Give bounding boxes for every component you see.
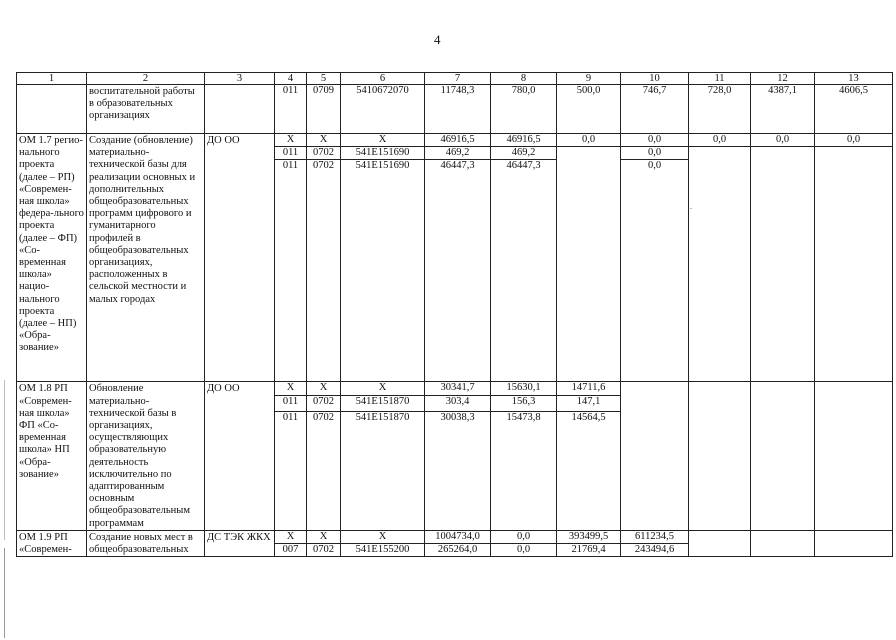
value-cell: 0702 [307, 544, 341, 557]
measure-description: воспитательной работы в образовательных организациях [87, 85, 205, 134]
table-row [17, 382, 893, 396]
value-cell: 611234,5 [621, 530, 689, 543]
measure-cell [17, 85, 87, 134]
value-cell: 541E151690 [341, 147, 425, 160]
executor-cell: ДО ОО [205, 134, 275, 382]
value-cell: 0,0 [689, 134, 751, 147]
value-cell: Х [341, 134, 425, 147]
value-cell: 0,0 [621, 160, 689, 382]
value-cell: 303,4 [425, 396, 491, 412]
value-cell: Х [341, 382, 425, 396]
value-cell: 541E151870 [341, 411, 425, 530]
value-cell: 243494,6 [621, 544, 689, 557]
value-cell: 0709 [307, 85, 341, 134]
header-cell: 3 [205, 73, 275, 85]
value-cell: 265264,0 [425, 544, 491, 557]
value-cell: 0702 [307, 147, 341, 160]
value-cell: 14564,5 [557, 411, 621, 530]
measure-description: Создание (обновление) материально-технической базы для реализации основных и дополнительных общеобразовательных программ цифрового и гуманитарного профилей в общеобразовательных организациях, расположенных в сельской местности и малых городах [87, 134, 205, 382]
value-cell: 541E151870 [341, 396, 425, 412]
value-cell: Х [275, 134, 307, 147]
header-cell: 12 [751, 73, 815, 85]
budget-table [16, 72, 893, 557]
value-cell: Х [341, 530, 425, 543]
value-cell [815, 382, 893, 530]
header-cell: 6 [341, 73, 425, 85]
value-cell: 541E151690 [341, 160, 425, 382]
value-cell: 0,0 [751, 134, 815, 147]
executor-cell [205, 85, 275, 134]
value-cell: 0,0 [491, 530, 557, 543]
header-cell: 9 [557, 73, 621, 85]
measure-code: ОМ 1.8 РП «Современ-ная школа» ФП «Со-временная школа» НП «Обра-зование» [17, 382, 87, 530]
value-cell: 007 [275, 544, 307, 557]
value-cell [815, 147, 893, 382]
value-cell: 15630,1 [491, 382, 557, 396]
value-cell: 46447,3 [491, 160, 557, 382]
table-row [17, 134, 893, 147]
value-cell: 156,3 [491, 396, 557, 412]
value-cell [689, 530, 751, 556]
value-cell: 011 [275, 85, 307, 134]
left-margin-mark [4, 548, 5, 638]
value-cell: 0702 [307, 160, 341, 382]
value-cell: Х [307, 382, 341, 396]
value-cell: 21769,4 [557, 544, 621, 557]
value-cell: 0,0 [815, 134, 893, 147]
value-cell: 46916,5 [425, 134, 491, 147]
header-row [17, 73, 893, 85]
value-cell [621, 382, 689, 530]
value-cell [751, 382, 815, 530]
value-cell: 469,2 [491, 147, 557, 160]
measure-code: ОМ 1.9 РП «Современ- [17, 530, 87, 556]
value-cell: 46447,3 [425, 160, 491, 382]
value-cell [751, 147, 815, 382]
header-cell: 8 [491, 73, 557, 85]
value-cell: 011 [275, 147, 307, 160]
value-cell: 746,7 [621, 85, 689, 134]
measure-description: Обновление материально-технической базы в организациях, осуществляющих образовательную деятельность исключительно по адаптированным основным общеобразовательным программам [87, 382, 205, 530]
value-cell: 011 [275, 160, 307, 382]
value-cell: 728,0 [689, 85, 751, 134]
value-cell: 4606,5 [815, 85, 893, 134]
value-cell: 30038,3 [425, 411, 491, 530]
executor-cell: ДС ТЭК ЖКХ [205, 530, 275, 556]
value-cell: 011 [275, 396, 307, 412]
value-cell [751, 530, 815, 556]
header-cell: 4 [275, 73, 307, 85]
value-cell: 469,2 [425, 147, 491, 160]
value-cell: 14711,6 [557, 382, 621, 396]
value-cell: 780,0 [491, 85, 557, 134]
measure-description: Создание новых мест в общеобразовательных [87, 530, 205, 556]
header-cell: 5 [307, 73, 341, 85]
value-cell: 011 [275, 411, 307, 530]
value-cell [689, 147, 751, 382]
value-cell: 393499,5 [557, 530, 621, 543]
value-cell [815, 530, 893, 556]
value-cell [689, 382, 751, 530]
value-cell: 0702 [307, 396, 341, 412]
value-cell: 0,0 [621, 134, 689, 147]
value-cell: Х [307, 134, 341, 147]
value-cell: Х [275, 530, 307, 543]
header-cell: 2 [87, 73, 205, 85]
value-cell: 0,0 [491, 544, 557, 557]
value-cell: Х [307, 530, 341, 543]
value-cell: 0,0 [621, 147, 689, 160]
value-cell: 30341,7 [425, 382, 491, 396]
header-cell: 1 [17, 73, 87, 85]
value-cell: 541E155200 [341, 544, 425, 557]
measure-code: ОМ 1.7 регио-нального проекта (далее – РП) «Современ-ная школа» федера-льного проекта (далее – ФП) «Со-временная школа» нацио-нального проекта (далее – НП) «Обра-зование» [17, 134, 87, 382]
header-cell: 7 [425, 73, 491, 85]
value-cell: 46916,5 [491, 134, 557, 147]
header-cell: 10 [621, 73, 689, 85]
page-number: 4 [434, 32, 441, 47]
value-cell: 11748,3 [425, 85, 491, 134]
left-margin-mark [4, 380, 5, 540]
value-cell: 4387,1 [751, 85, 815, 134]
table-row [17, 85, 893, 134]
value-cell: 0,0 [557, 134, 621, 147]
value-cell: 0702 [307, 411, 341, 530]
table-row [17, 530, 893, 543]
value-cell: Х [275, 382, 307, 396]
executor-cell: ДО ОО [205, 382, 275, 530]
header-cell: 11 [689, 73, 751, 85]
value-cell: 147,1 [557, 396, 621, 412]
value-cell: 5410672070 [341, 85, 425, 134]
value-cell: 15473,8 [491, 411, 557, 530]
value-cell: 1004734,0 [425, 530, 491, 543]
value-cell: 500,0 [557, 85, 621, 134]
value-cell [557, 147, 621, 382]
header-cell: 13 [815, 73, 893, 85]
